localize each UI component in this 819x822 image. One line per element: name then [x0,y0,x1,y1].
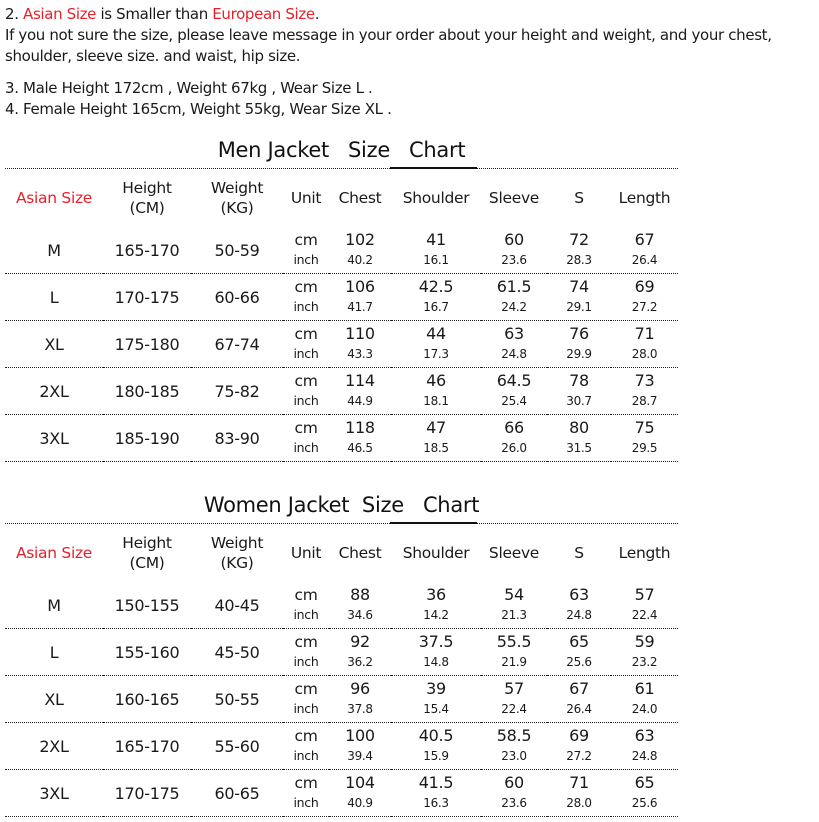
col-unit: Unit [290,189,322,207]
shoulder-cm-value: 46 [426,371,446,390]
cell-shoulder [391,629,481,676]
cell-length [611,582,678,629]
cell-weight: 67-74 [191,321,283,368]
cell-size: L [5,274,103,321]
length-cm-value: 69 [634,277,655,296]
cell-size: XL [5,321,103,368]
chest-inch-value: 40.2 [347,253,373,267]
women-size-table [5,524,678,817]
length-inch-value: 27.2 [631,300,658,314]
cell-sleeve [481,723,547,770]
cell-chest [329,582,391,629]
table-row [5,227,678,274]
sleeve-inch-value: 25.4 [501,394,527,408]
cell-length [611,629,678,676]
cell-sleeve [481,274,547,321]
men-chart-title: Men Jacket Size Chart [217,138,466,162]
s-cm-value: 80 [569,418,589,437]
cell-unit [283,368,329,415]
length-inch-value: 29.5 [631,441,658,455]
shoulder-inch-value: 18.5 [423,441,449,455]
cell-s [547,321,611,368]
unit-inch: inch [293,795,319,810]
col-chest: Chest [338,189,382,207]
length-inch-value: 24.0 [631,702,658,716]
chest-inch-value: 40.9 [347,796,373,810]
cell-s [547,770,611,817]
unit-cm: cm [294,372,318,390]
length-cm-value: 67 [634,230,655,249]
cell-weight: 45-50 [191,629,283,676]
cell-sleeve [481,676,547,723]
cell-size: 3XL [5,770,103,817]
cell-unit [283,415,329,462]
s-cm-value: 74 [569,277,589,296]
shoulder-inch-value: 17.3 [423,347,449,361]
cell-height: 165-170 [103,227,191,274]
unit-cm: cm [294,325,318,343]
cell-shoulder [391,368,481,415]
sleeve-cm-value: 60 [504,773,524,792]
cell-size: M [5,582,103,629]
unit-inch: inch [293,654,319,669]
title-divider [5,523,678,524]
cell-length [611,274,678,321]
unit-inch: inch [293,748,319,763]
cell-length [611,415,678,462]
cell-unit [283,723,329,770]
s-inch-value: 30.7 [566,394,592,408]
cell-shoulder [391,227,481,274]
cell-chest [329,770,391,817]
cell-sleeve [481,415,547,462]
col-unit: Unit [290,544,322,562]
cell-length [611,770,678,817]
cell-s [547,676,611,723]
length-cm-value: 63 [634,726,655,745]
col-asian-size: Asian Size [15,544,93,562]
table-row [5,274,678,321]
shoulder-cm-value: 44 [426,324,446,343]
sleeve-inch-value: 24.8 [501,347,527,361]
unit-cm: cm [294,586,318,604]
col-shoulder: Shoulder [402,189,470,207]
length-cm-value: 75 [634,418,655,437]
s-inch-value: 26.4 [566,702,592,716]
length-cm-value: 73 [634,371,655,390]
shoulder-inch-value: 15.9 [423,749,449,763]
s-cm-value: 76 [569,324,589,343]
chest-cm-value: 102 [345,230,375,249]
chest-inch-value: 34.6 [347,608,373,622]
men-size-table [5,169,678,462]
s-inch-value: 29.9 [566,347,592,361]
cell-sleeve [481,321,547,368]
cell-weight: 50-55 [191,676,283,723]
cell-weight: 75-82 [191,368,283,415]
sleeve-cm-value: 63 [504,324,524,343]
sleeve-inch-value: 21.9 [501,655,527,669]
chest-cm-value: 88 [350,585,370,604]
sleeve-cm-value: 57 [504,679,524,698]
col-sleeve: Sleeve [488,189,540,207]
col-height: Height (CM) [122,534,172,572]
unit-cm: cm [294,774,318,792]
cell-length [611,723,678,770]
shoulder-inch-value: 14.8 [423,655,449,669]
cell-height: 150-155 [103,582,191,629]
shoulder-cm-value: 37.5 [418,632,454,651]
unit-inch: inch [293,252,319,267]
cell-shoulder [391,582,481,629]
cell-height: 170-175 [103,274,191,321]
shoulder-inch-value: 16.7 [423,300,449,314]
shoulder-inch-value: 16.1 [423,253,449,267]
s-cm-value: 71 [569,773,589,792]
col-length: Length [618,189,671,207]
unit-inch: inch [293,701,319,716]
header-row [5,169,678,227]
size-notes [5,4,817,120]
shoulder-inch-value: 14.2 [423,608,449,622]
col-height: Height (CM) [122,179,172,217]
cell-s [547,368,611,415]
chest-inch-value: 39.4 [347,749,373,763]
shoulder-cm-value: 39 [426,679,446,698]
col-s: S [574,544,584,562]
cell-s [547,582,611,629]
length-cm-value: 61 [634,679,655,698]
shoulder-inch-value: 15.4 [423,702,449,716]
cell-shoulder [391,676,481,723]
cell-s [547,227,611,274]
unit-inch: inch [293,393,319,408]
cell-length [611,368,678,415]
cell-height: 165-170 [103,723,191,770]
chest-cm-value: 118 [345,418,375,437]
table-row [5,368,678,415]
women-chart-title: Women Jacket Size Chart [203,493,480,517]
women-size-chart [5,489,678,817]
sleeve-inch-value: 23.6 [501,796,527,810]
cell-sleeve [481,227,547,274]
length-cm-value: 57 [634,585,655,604]
chest-inch-value: 46.5 [347,441,373,455]
length-cm-value: 65 [634,773,655,792]
cell-weight: 55-60 [191,723,283,770]
col-length: Length [618,544,671,562]
unit-inch: inch [293,440,319,455]
cell-sleeve [481,770,547,817]
cell-unit [283,676,329,723]
cell-sleeve [481,629,547,676]
cell-weight: 60-65 [191,770,283,817]
col-chest: Chest [338,544,382,562]
cell-chest [329,368,391,415]
cell-unit [283,321,329,368]
note-male-model: 3. Male Height 172cm , Weight 67kg , Wear Size L . [5,79,373,97]
s-cm-value: 63 [569,585,589,604]
unit-cm: cm [294,278,318,296]
s-cm-value: 65 [569,632,589,651]
s-inch-value: 31.5 [566,441,592,455]
chest-cm-value: 106 [345,277,375,296]
length-inch-value: 23.2 [631,655,658,669]
table-row [5,676,678,723]
unit-inch: inch [293,299,319,314]
s-cm-value: 72 [569,230,589,249]
length-inch-value: 24.8 [631,749,658,763]
cell-weight: 40-45 [191,582,283,629]
sleeve-cm-value: 61.5 [496,277,532,296]
length-cm-value: 71 [634,324,655,343]
chest-inch-value: 44.9 [347,394,373,408]
cell-s [547,415,611,462]
cell-unit [283,227,329,274]
unit-cm: cm [294,419,318,437]
sleeve-cm-value: 55.5 [496,632,532,651]
sleeve-cm-value: 54 [504,585,524,604]
sleeve-inch-value: 24.2 [501,300,527,314]
men-size-chart [5,134,678,462]
shoulder-cm-value: 41.5 [418,773,454,792]
unit-inch: inch [293,346,319,361]
s-inch-value: 28.0 [566,796,592,810]
note-leave-message: If you not sure the size, please leave message in your order about your height and weight, and your chest, shoulder, sleeve size. and waist, hip size. [5,26,772,65]
s-cm-value: 69 [569,726,589,745]
cell-length [611,321,678,368]
cell-shoulder [391,415,481,462]
col-shoulder: Shoulder [402,544,470,562]
cell-chest [329,415,391,462]
sleeve-inch-value: 21.3 [501,608,527,622]
unit-cm: cm [294,680,318,698]
cell-length [611,676,678,723]
note-asian-vs-european: 2. Asian Size is Smaller than European Size. [5,5,320,23]
cell-s [547,629,611,676]
sleeve-inch-value: 23.6 [501,253,527,267]
cell-weight: 60-66 [191,274,283,321]
asian-size-highlight: Asian Size [23,5,97,23]
shoulder-inch-value: 18.1 [423,394,449,408]
cell-height: 175-180 [103,321,191,368]
header-row [5,524,678,582]
sleeve-cm-value: 60 [504,230,524,249]
cell-shoulder [391,274,481,321]
length-inch-value: 26.4 [631,253,658,267]
unit-inch: inch [293,607,319,622]
shoulder-inch-value: 16.3 [423,796,449,810]
shoulder-cm-value: 42.5 [418,277,454,296]
cell-shoulder [391,723,481,770]
cell-s [547,723,611,770]
chest-inch-value: 37.8 [347,702,373,716]
sleeve-inch-value: 23.0 [501,749,527,763]
shoulder-cm-value: 40.5 [418,726,454,745]
s-cm-value: 78 [569,371,589,390]
cell-unit [283,582,329,629]
table-row [5,629,678,676]
chest-inch-value: 36.2 [347,655,373,669]
cell-size: XL [5,676,103,723]
table-row [5,770,678,817]
chest-inch-value: 41.7 [347,300,373,314]
cell-sleeve [481,368,547,415]
length-inch-value: 22.4 [631,608,658,622]
chest-cm-value: 100 [345,726,375,745]
chest-cm-value: 96 [350,679,370,698]
cell-chest [329,227,391,274]
cell-shoulder [391,770,481,817]
cell-weight: 83-90 [191,415,283,462]
length-inch-value: 28.7 [631,394,658,408]
cell-s [547,274,611,321]
cell-height: 170-175 [103,770,191,817]
sleeve-cm-value: 58.5 [496,726,532,745]
table-row [5,321,678,368]
cell-unit [283,629,329,676]
sleeve-inch-value: 26.0 [501,441,527,455]
chest-cm-value: 110 [345,324,375,343]
cell-size: 2XL [5,368,103,415]
s-inch-value: 25.6 [566,655,592,669]
table-row [5,415,678,462]
cell-size: 2XL [5,723,103,770]
chest-cm-value: 114 [345,371,375,390]
cell-chest [329,676,391,723]
s-inch-value: 24.8 [566,608,592,622]
table-row [5,723,678,770]
col-asian-size: Asian Size [15,189,93,207]
sleeve-cm-value: 66 [504,418,524,437]
unit-cm: cm [294,727,318,745]
chest-inch-value: 43.3 [347,347,373,361]
s-inch-value: 29.1 [566,300,592,314]
cell-shoulder [391,321,481,368]
col-sleeve: Sleeve [488,544,540,562]
sleeve-cm-value: 64.5 [496,371,532,390]
cell-chest [329,274,391,321]
cell-height: 180-185 [103,368,191,415]
chest-cm-value: 104 [345,773,375,792]
table-row [5,582,678,629]
unit-cm: cm [294,633,318,651]
shoulder-cm-value: 41 [426,230,446,249]
col-weight: Weight (KG) [210,179,264,217]
cell-chest [329,629,391,676]
col-weight: Weight (KG) [210,534,264,572]
s-cm-value: 67 [569,679,589,698]
cell-size: M [5,227,103,274]
cell-length [611,227,678,274]
length-inch-value: 25.6 [631,796,658,810]
s-inch-value: 28.3 [566,253,592,267]
title-divider [5,168,678,169]
cell-unit [283,770,329,817]
cell-unit [283,274,329,321]
length-cm-value: 59 [634,632,655,651]
length-inch-value: 28.0 [631,347,658,361]
cell-size: 3XL [5,415,103,462]
cell-size: L [5,629,103,676]
cell-sleeve [481,582,547,629]
cell-weight: 50-59 [191,227,283,274]
unit-cm: cm [294,231,318,249]
s-inch-value: 27.2 [566,749,592,763]
cell-height: 160-165 [103,676,191,723]
cell-chest [329,723,391,770]
cell-height: 185-190 [103,415,191,462]
shoulder-cm-value: 47 [426,418,446,437]
cell-chest [329,321,391,368]
chest-cm-value: 92 [350,632,370,651]
sleeve-inch-value: 22.4 [501,702,527,716]
note-female-model: 4. Female Height 165cm, Weight 55kg, Wear Size XL . [5,100,392,118]
shoulder-cm-value: 36 [426,585,446,604]
col-s: S [574,189,584,207]
european-size-highlight: European Size [212,5,315,23]
cell-height: 155-160 [103,629,191,676]
